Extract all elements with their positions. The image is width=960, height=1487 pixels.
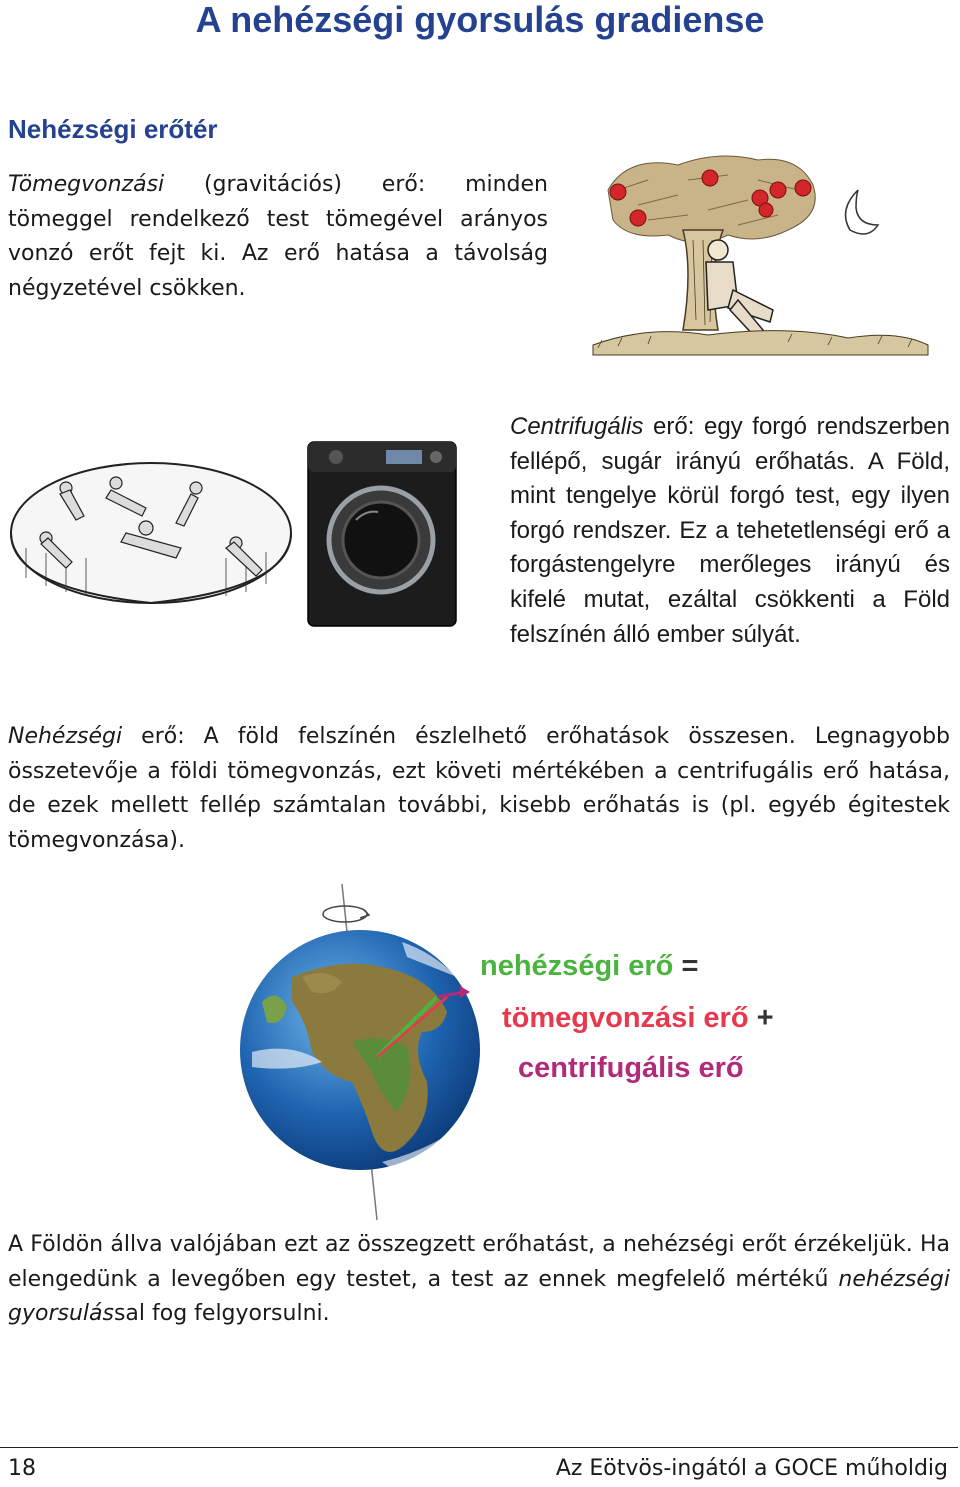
paragraph-conclusion-text1: A Földön állva valójában ezt az összegzett erőhatást, a nehézségi erőt érzékeljük. Ha elengedünk a levegőben egy testet, a test az ennek megfelelő mértékű [8,1232,950,1292]
formula-equals-sign: = [681,950,699,982]
paragraph-centrifugal-text: erő: egy forgó rendszerben fellépő, sugár irányú erőhatás. A Föld, mint tengelye körül forgó test, egy ilyen forgó rendszer. Ez a tehetetlenségi erő a forgástengelyre merőleges irányú és kifelé mutat, ezáltal csökkenti a Föld felszínén álló ember súlyát. [510,413,950,648]
term-gravity-acceleration: nehézségi gyorsulás [8,1266,950,1327]
formula-gravity-label: nehézségi erő [480,950,674,982]
page-title: A nehézségi gyorsulás gradiense [195,0,765,40]
term-gravitation: Tömegvonzási [8,172,165,197]
newton-apple-tree-illustration [588,150,933,360]
page-number: 18 [8,1456,36,1481]
paragraph-gravitation-text: (gravitációs) erő: minden tömeggel rendelkező test tömegével arányos vonzó erőt fejt ki. Az erő hatása a távolság négyzetével csökken. [8,172,548,301]
paragraph-gravitation [8,168,548,306]
term-centrifugal: Centrifugális [510,413,644,440]
formula-gravitation-line [502,1002,774,1035]
term-gravity: Nehézségi [8,724,123,749]
footer-divider [0,1447,958,1448]
paragraph-conclusion [8,1228,950,1332]
paragraph-gravity-total-text: erő: A föld felszínén észlelhető erőhatások összesen. Legnagyobb összetevője a földi tömegvonzás, ezt követi mértékében a centrifugális erő hatása, de ezek mellett fellép számtalan további, kisebb erőhatás is (pl. egyéb égitestek tömegvonzása). [8,724,950,853]
formula-plus-sign: + [756,1002,774,1034]
rotor-ride-illustration [6,428,296,633]
earth-force-diagram [232,882,492,1222]
formula-gravity-line [480,950,698,983]
formula-gravitation-label: tömegvonzási erő [502,1002,749,1034]
paragraph-gravity-total [8,720,950,858]
paragraph-centrifugal [510,410,950,652]
footer-title: Az Eötvös-ingától a GOCE műholdig [555,1456,948,1481]
section-heading: Nehézségi erőtér [8,114,218,144]
washing-machine-illustration [306,440,458,628]
formula-centrifugal-label: centrifugális erő [518,1052,744,1084]
paragraph-conclusion-text2: sal fog felgyorsulni. [113,1301,330,1327]
